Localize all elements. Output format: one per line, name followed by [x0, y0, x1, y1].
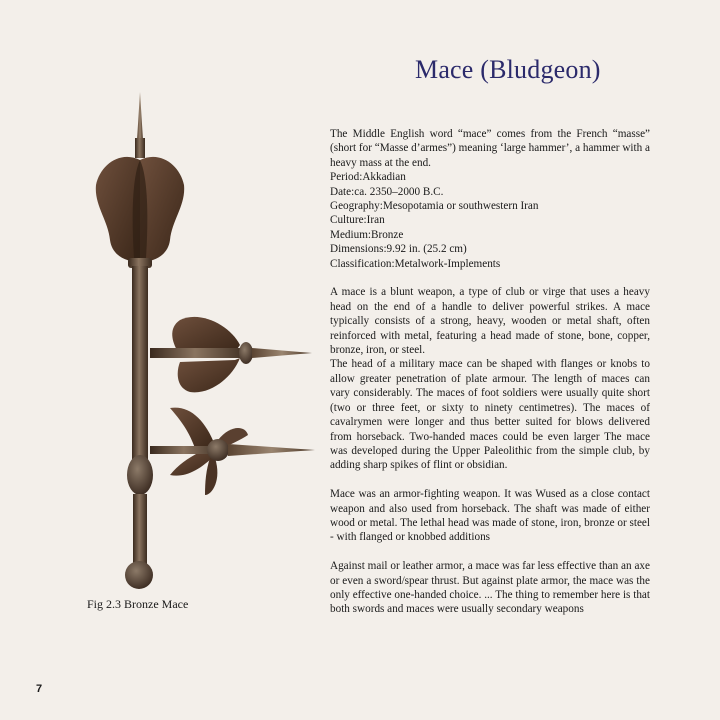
body-paragraph: Mace was an armor-fighting weapon. It was Wused as a close contact weapon and also used from horseback. The shaft was made of either wood or metal. The lethal head was made of stone, iron, bronze or steel - with flanged or knobbed additions [330, 488, 650, 544]
body-paragraph: A mace is a blunt weapon, a type of club or virge that uses a heavy head on the end of a handle to deliver powerful strikes. A mace typically consists of a strong, heavy, wooden or metal shaft, often reinforced with metal, featuring a head made of stone, bone, copper, bronze, iron, or steel. [330, 286, 650, 357]
figure-caption: Fig 2.3 Bronze Mace [87, 597, 189, 611]
culture-line: Culture:Iran [330, 214, 385, 227]
body-paragraph: The head of a military mace can be shaped with flanges or knobs to allow greater penetration of plate armour. The length of maces can vary considerably. The maces of foot soldiers were usually quite short (two or three feet, or sixty to ninety centimetres). The maces of cavalrymen were longer and thus better suited for blows delivered from horseback. Two-handed maces could be even larger The mace was developed during the Upper Paleolithic from the simple club, by adding sharp spikes of flint or obsidian. [330, 358, 650, 472]
period-line: Period:Akkadian [330, 171, 406, 184]
date-line: Date:ca. 2350–2000 B.C. [330, 185, 444, 198]
page-title: Mace (Bludgeon) [415, 55, 601, 84]
vertical-mace [96, 92, 184, 589]
dimensions-line: Dimensions:9.92 in. (25.2 cm) [330, 243, 467, 256]
body-paragraph: Against mail or leather armor, a mace was far less effective than an axe or even a sword/spear thrust. But against plate armor, the mace was the only effective one-handed choice. ... The thing to remember here is that both swords and maces were usually secondary weapons [330, 560, 650, 616]
page-number: 7 [36, 683, 43, 695]
bronze-mace-illustration [0, 0, 330, 600]
intro-description: The Middle English word “mace” comes from the French “masse” (short for “Masse d’armes”) meaning ‘large hammer’, a hammer with a heavy mass at the end. [330, 128, 650, 169]
article-text [330, 127, 650, 617]
mace-head-side-view-upper [150, 317, 312, 393]
medium-line: Medium:Bronze [330, 228, 404, 241]
geography-line: Geography:Mesopotamia or southwestern Iran [330, 200, 539, 213]
classification-line: Classification:Metalwork-Implements [330, 257, 501, 270]
mace-head-side-view-lower [150, 408, 315, 495]
